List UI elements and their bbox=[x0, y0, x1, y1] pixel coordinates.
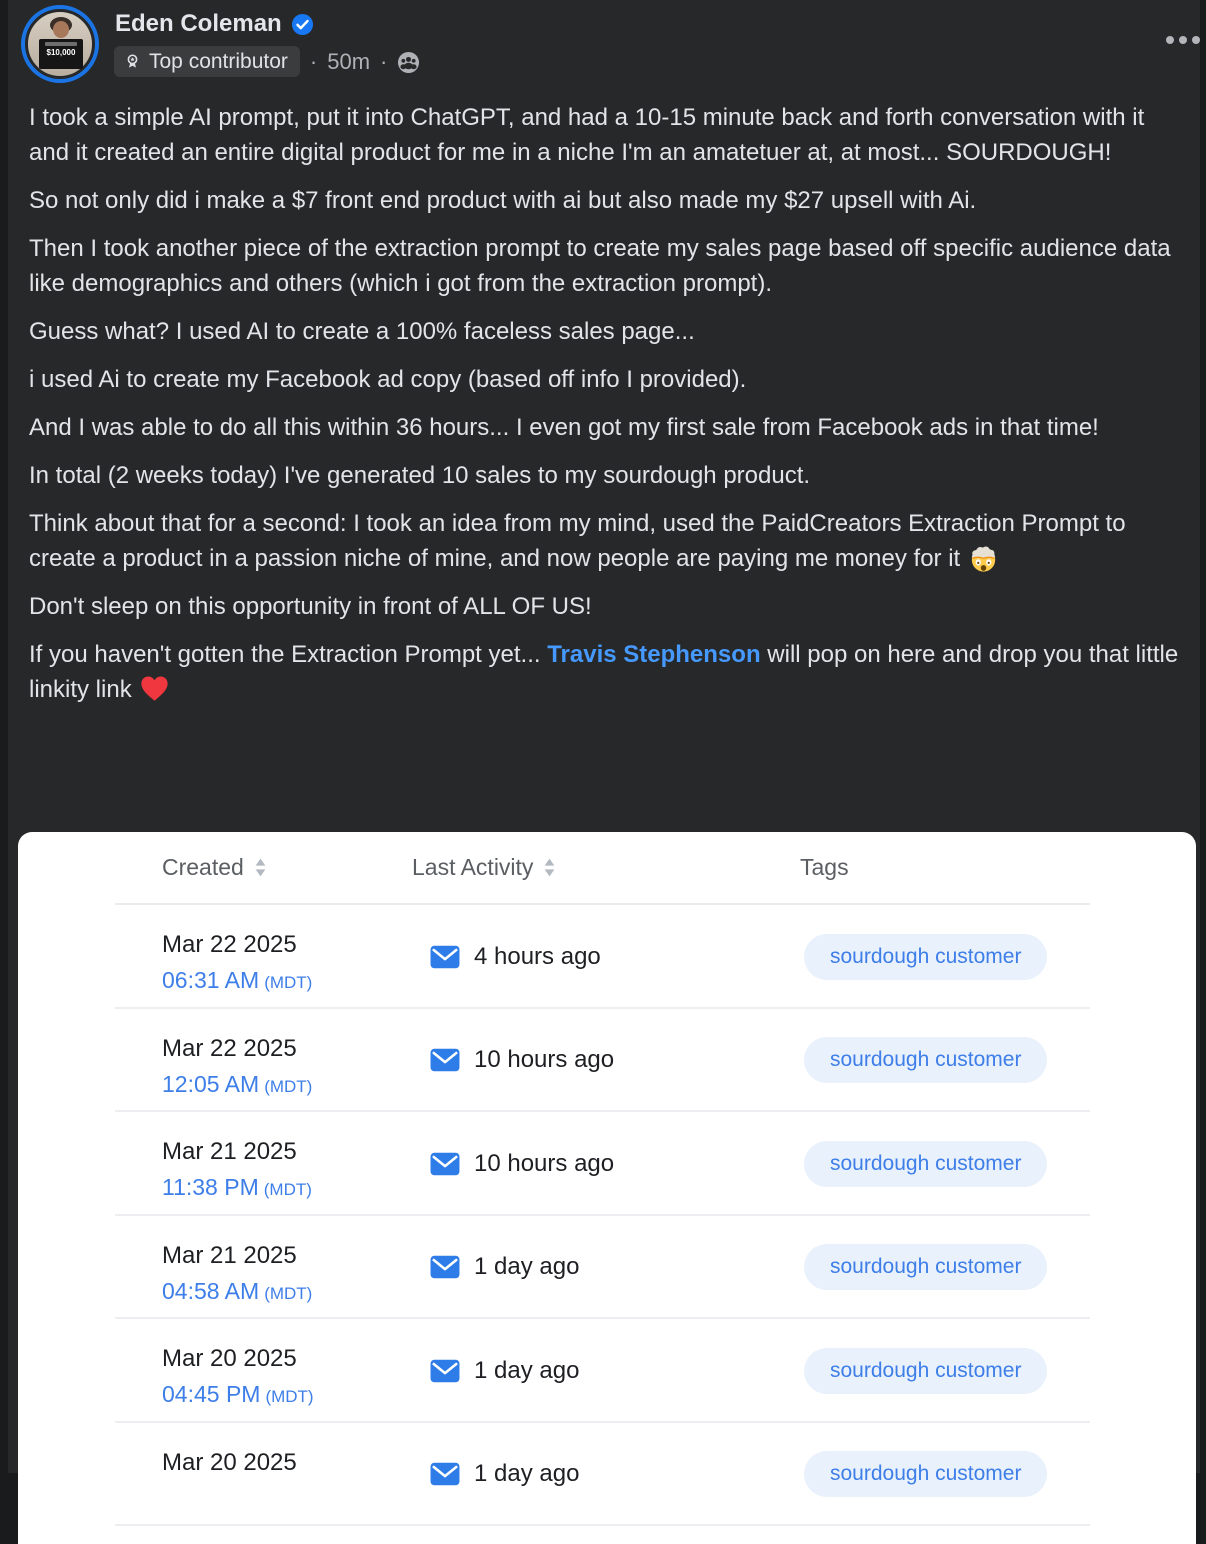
separator-dot: · bbox=[309, 48, 318, 74]
post-text-segment: Don't sleep on this opportunity in front of ALL OF US! bbox=[29, 593, 592, 620]
last-activity-cell bbox=[430, 1253, 579, 1281]
post-text-segment: i used Ai to create my Facebook ad copy (based off info I provided). bbox=[29, 366, 747, 393]
medal-icon bbox=[123, 51, 142, 72]
post-text-segment: And I was able to do all this within 36 hours... I even got my first sale from Facebook ads in that time! bbox=[29, 414, 1099, 441]
timestamp-link[interactable]: 50m bbox=[327, 48, 371, 74]
created-date: Mar 20 2025 bbox=[162, 1345, 297, 1372]
envelope-icon bbox=[430, 1359, 460, 1383]
table-row bbox=[18, 1216, 1196, 1320]
post-paragraph bbox=[29, 231, 1181, 301]
post-text-segment: Then I took another piece of the extraction prompt to create my sales page based off specific audience data like demographics and others (which i got from the extraction prompt). bbox=[29, 235, 1171, 297]
post-text-segment: If you haven't gotten the Extraction Prompt yet... bbox=[29, 641, 548, 668]
last-activity-text: 1 day ago bbox=[474, 1253, 580, 1281]
tags-cell bbox=[804, 1037, 1047, 1083]
post-card bbox=[8, 0, 1200, 1488]
tags-cell bbox=[804, 1244, 1047, 1290]
post-paragraph bbox=[29, 410, 1181, 445]
badge-label: Top contributor bbox=[149, 50, 288, 73]
created-cell bbox=[162, 1035, 312, 1098]
timezone-label: (MDT) bbox=[264, 1076, 313, 1096]
author-name-link[interactable]: Eden Coleman bbox=[115, 10, 282, 37]
created-date: Mar 22 2025 bbox=[162, 1034, 297, 1062]
created-time: 11:38 PM (MDT) bbox=[162, 1174, 312, 1200]
table-body bbox=[18, 905, 1196, 1526]
created-time: 12:05 AM (MDT) bbox=[162, 1070, 313, 1097]
post-paragraph bbox=[29, 589, 1181, 624]
tag-badge: sourdough customer bbox=[804, 1141, 1047, 1187]
last-activity-cell bbox=[430, 1150, 614, 1178]
post-text-segment: In total (2 weeks today) I've generated 10 sales to my sourdough product. bbox=[29, 462, 811, 489]
top-contributor-badge bbox=[114, 46, 300, 77]
timezone-label: (MDT) bbox=[264, 1283, 313, 1303]
last-activity-text: 10 hours ago bbox=[474, 1046, 615, 1074]
column-header-created: Created bbox=[162, 854, 268, 881]
last-activity-cell bbox=[430, 1046, 614, 1074]
created-date: Mar 22 2025 bbox=[162, 931, 297, 958]
post-paragraph bbox=[29, 100, 1181, 170]
last-activity-cell bbox=[430, 1460, 579, 1488]
post-paragraph bbox=[29, 362, 1181, 397]
envelope-icon bbox=[430, 1048, 460, 1072]
post-paragraph bbox=[29, 183, 1181, 218]
post-options-button[interactable] bbox=[1160, 30, 1206, 50]
verified-badge-icon bbox=[291, 13, 314, 36]
post-paragraph bbox=[29, 458, 1181, 493]
profile-avatar[interactable] bbox=[21, 5, 99, 83]
exploding-head-emoji bbox=[969, 543, 998, 572]
post-text-segment: Guess what? I used AI to create a 100% faceless sales page... bbox=[29, 318, 695, 345]
created-cell bbox=[162, 1242, 312, 1305]
post-paragraph bbox=[29, 314, 1181, 349]
envelope-icon bbox=[430, 1255, 460, 1279]
sort-icon bbox=[253, 857, 268, 878]
post-text bbox=[29, 100, 1181, 720]
table-header bbox=[18, 832, 1196, 905]
sort-icon bbox=[542, 857, 557, 878]
last-activity-cell bbox=[430, 1357, 579, 1385]
tag-badge: sourdough customer bbox=[804, 1451, 1047, 1497]
avatar-photo bbox=[25, 9, 95, 79]
table-row bbox=[18, 905, 1196, 1009]
timezone-label: (MDT) bbox=[263, 1180, 312, 1199]
created-date: Mar 21 2025 bbox=[162, 1138, 297, 1165]
tag-badge: sourdough customer bbox=[804, 1037, 1047, 1083]
group-audience-icon bbox=[397, 51, 420, 74]
post-paragraph bbox=[29, 637, 1181, 707]
post-text-segment: Think about that for a second: I took an idea from my mind, used the PaidCreators Extraction Prompt to create a product in a passion niche of mine, and now people are paying me money for it bbox=[29, 510, 1126, 572]
created-cell bbox=[162, 1138, 312, 1201]
post-text-segment: So not only did i make a $7 front end product with ai but also made my $27 upsell with Ai. bbox=[29, 187, 977, 214]
separator-dot: · bbox=[380, 48, 388, 74]
red-heart-emoji bbox=[140, 674, 169, 703]
avatar-sign: $10,000 bbox=[39, 39, 83, 69]
created-date: Mar 21 2025 bbox=[162, 1241, 297, 1269]
tags-cell bbox=[804, 1141, 1047, 1187]
created-cell bbox=[162, 931, 312, 994]
last-activity-text: 4 hours ago bbox=[474, 942, 601, 970]
created-time: 04:58 AM (MDT) bbox=[162, 1277, 313, 1304]
last-activity-cell bbox=[430, 943, 601, 971]
timezone-label: (MDT) bbox=[265, 1387, 314, 1406]
created-date: Mar 20 2025 bbox=[162, 1448, 297, 1476]
table-row bbox=[18, 1009, 1196, 1113]
last-activity-text: 10 hours ago bbox=[474, 1149, 615, 1177]
envelope-icon bbox=[430, 945, 460, 969]
table-row bbox=[18, 1112, 1196, 1216]
mention-link[interactable]: Travis Stephenson bbox=[547, 641, 761, 668]
last-activity-text: 1 day ago bbox=[474, 1460, 580, 1488]
envelope-icon bbox=[430, 1462, 460, 1486]
tags-cell bbox=[804, 1451, 1047, 1497]
post-text-segment: will pop on here and drop you that little linkity link bbox=[29, 641, 1179, 703]
tags-cell bbox=[804, 1348, 1047, 1394]
column-header-last-activity: Last Activity bbox=[412, 854, 557, 881]
created-cell bbox=[162, 1449, 297, 1477]
tag-badge: sourdough customer bbox=[804, 1244, 1047, 1290]
tag-badge: sourdough customer bbox=[804, 1348, 1047, 1394]
timezone-label: (MDT) bbox=[264, 973, 313, 992]
tag-badge: sourdough customer bbox=[804, 934, 1047, 980]
table-row bbox=[18, 1423, 1196, 1527]
last-activity-text: 1 day ago bbox=[474, 1356, 580, 1384]
column-header-tags: Tags bbox=[800, 854, 849, 880]
post-text-segment: I took a simple AI prompt, put it into ChatGPT, and had a 10-15 minute back and forth conversation with it and it created an entire digital product for me in a niche I'm an amatetuer at, at most... SOURDOUGH! bbox=[29, 104, 1145, 166]
post-attachment-image[interactable] bbox=[18, 832, 1196, 1544]
table-row bbox=[18, 1319, 1196, 1423]
post-paragraph bbox=[29, 506, 1181, 576]
envelope-icon bbox=[430, 1152, 460, 1176]
tags-cell bbox=[804, 934, 1047, 980]
created-time: 04:45 PM (MDT) bbox=[162, 1381, 314, 1407]
created-time: 06:31 AM (MDT) bbox=[162, 967, 313, 993]
created-cell bbox=[162, 1345, 314, 1408]
